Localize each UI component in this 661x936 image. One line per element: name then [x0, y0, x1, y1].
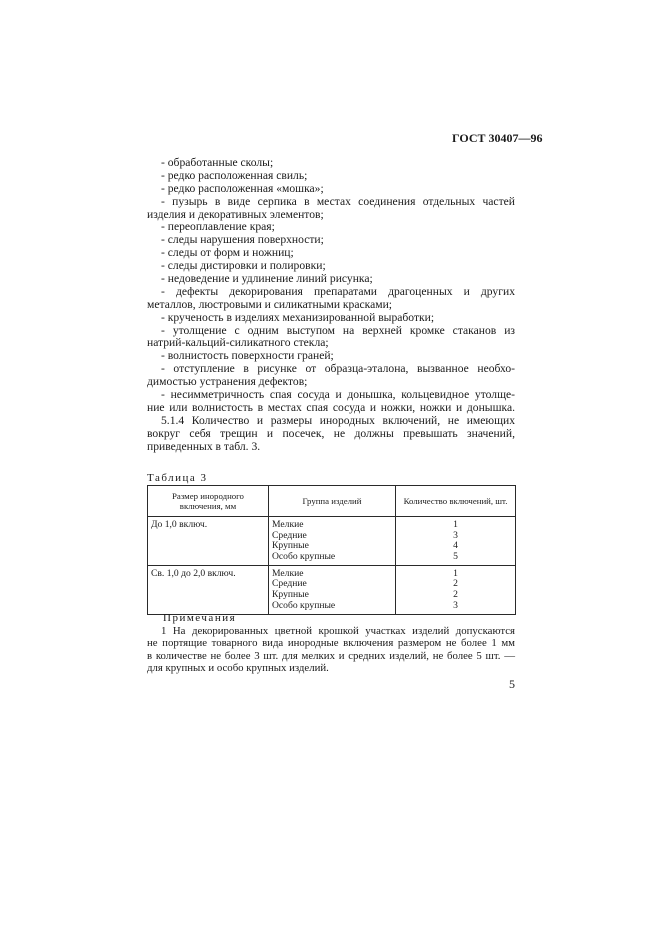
inclusion-count-value: 3: [453, 599, 458, 611]
body-line: 5.1.4 Количество и размеры инородных включений, не имеющих: [161, 413, 515, 427]
cell-inclusion-counts: [396, 565, 516, 614]
body-text: [147, 157, 515, 453]
table-row: [148, 565, 516, 614]
inclusion-count-value: 1: [453, 567, 458, 579]
body-line: натрий-кальций-силикатного стекла;: [147, 336, 329, 350]
cell-product-groups: [269, 517, 396, 566]
inclusion-count-value: 3: [453, 529, 458, 541]
product-group-item: Мелкие: [272, 567, 304, 579]
body-line: - отступление в рисунке от образца-эталона, вызванное необхо-: [161, 362, 515, 376]
inclusion-count-value: 5: [453, 551, 458, 563]
inclusions-table: [147, 485, 516, 615]
notes-title: Примечания: [163, 612, 237, 624]
document-header-standard: ГОСТ 30407—96: [452, 131, 543, 145]
body-line: - обработанные сколы;: [161, 156, 274, 169]
cell-product-groups: [269, 565, 396, 614]
body-line: - несимметричность спая сосуда и донышка, кольцевидное утолще-: [161, 388, 515, 402]
body-line: - недоведение и удлинение линий рисунка;: [161, 272, 373, 286]
product-group-item: Особо крупные: [272, 599, 336, 611]
header-product-group: Группа изделий: [269, 486, 396, 517]
table-caption: Таблица 3: [147, 472, 208, 484]
body-line: - переоплавление края;: [161, 220, 275, 234]
body-line: - крученость в изделиях механизированной выработки;: [161, 310, 435, 324]
body-line: - волнистость поверхности граней;: [161, 349, 334, 363]
body-line: - редко расположенная свиль;: [161, 168, 308, 182]
inclusion-count-value: 2: [453, 578, 458, 590]
cell-inclusion-size: Св. 1,0 до 2,0 включ.: [148, 565, 269, 614]
inclusion-count-value: 1: [453, 519, 458, 530]
body-line: - следы от форм и ножниц;: [161, 246, 294, 260]
inclusion-count-value: 4: [453, 540, 458, 552]
body-line: приведенных в табл. 3.: [147, 439, 261, 453]
note-line: для крупных и особо крупных изделий.: [147, 661, 329, 674]
cell-inclusion-size: До 1,0 включ.: [148, 517, 269, 566]
product-group-item: Особо крупные: [272, 551, 336, 563]
note-line: 1 На декорированных цветной крошкой участках изделий допускаются: [161, 625, 515, 637]
product-group-item: Крупные: [272, 540, 309, 552]
product-group-item: Мелкие: [272, 519, 304, 530]
body-line: димостью устранения дефектов;: [147, 375, 308, 389]
page-number: 5: [509, 677, 515, 691]
notes-text: [147, 625, 515, 674]
body-line: - редко расположенная «мошка»;: [161, 181, 324, 195]
body-line: - следы дистировки и полировки;: [161, 259, 326, 273]
product-group-item: Средние: [272, 529, 307, 541]
body-line: - дефекты декорирования препаратами драгоценных и других: [161, 284, 515, 298]
header-inclusion-count: Количество включений, шт.: [396, 486, 516, 517]
note-line: не портящие товарного вида инородные включения размером не более 1 мм: [147, 637, 515, 650]
note-line: в количестве не более 3 шт. для мелких и средних изделий, не более 5 шт. —: [147, 649, 515, 662]
inclusion-count-value: 2: [453, 589, 458, 601]
table-header-row: [148, 486, 516, 517]
product-group-item: Средние: [272, 578, 307, 590]
body-line: ние или волнистость в местах спая сосуда и ножки, ножки и донышка.: [147, 400, 515, 414]
body-line: - утолщение с одним выступом на верхней кромке стаканов из: [161, 323, 515, 337]
product-group-item: Крупные: [272, 589, 309, 601]
table-body: [148, 517, 516, 615]
cell-inclusion-counts: [396, 517, 516, 566]
body-line: изделия и декоративных элементов;: [147, 207, 324, 221]
body-line: металлов, люстровыми и силикатными красками;: [147, 297, 393, 311]
body-line: вокруг себя трещин и посечек, не должны превышать значений,: [147, 426, 515, 440]
body-line: - пузырь в виде серпика в местах соединения отдельных частей: [161, 194, 515, 208]
table-row: [148, 517, 516, 566]
header-inclusion-size: Размер инородного включения, мм: [148, 486, 269, 517]
body-line: - следы нарушения поверхности;: [161, 233, 324, 247]
